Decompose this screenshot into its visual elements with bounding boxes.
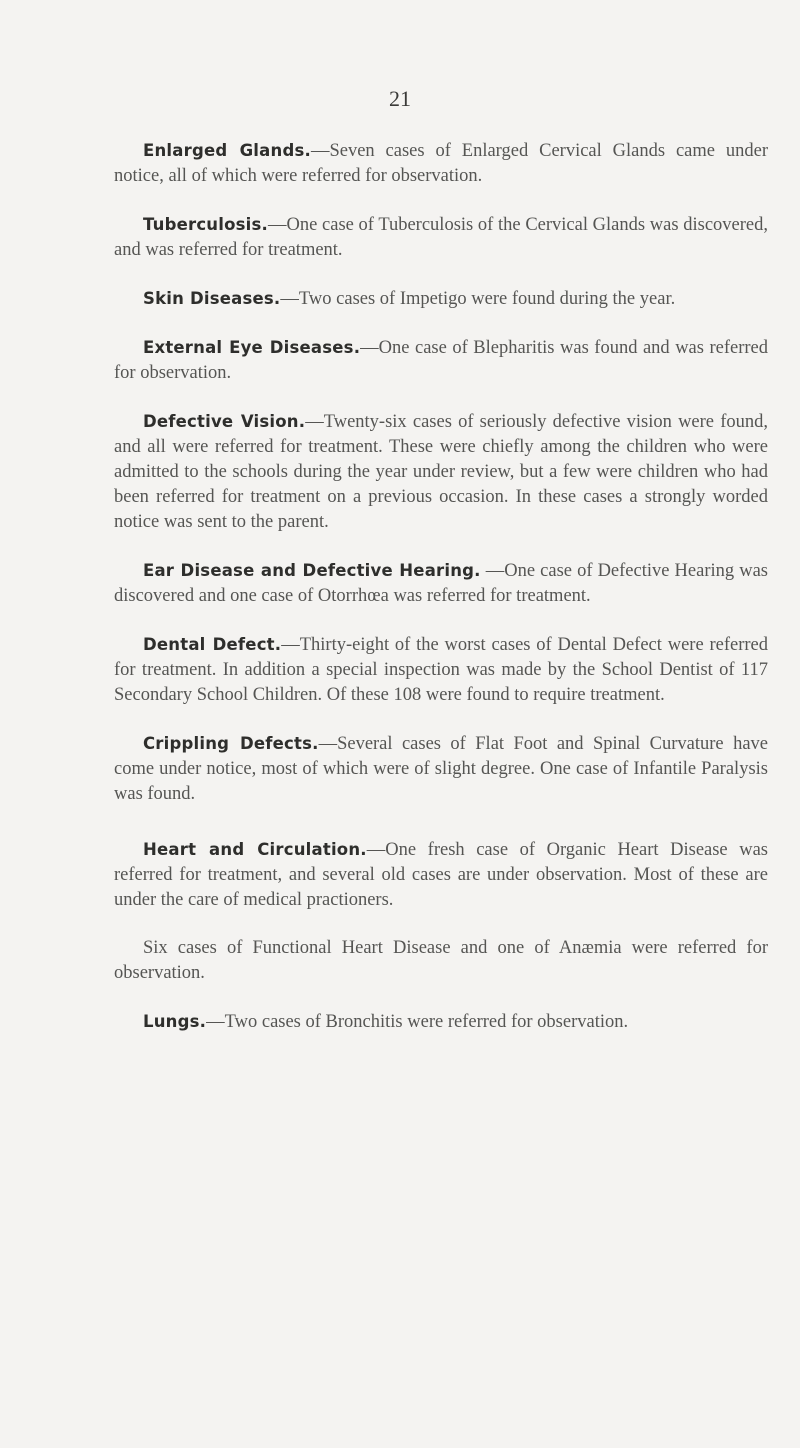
section-skin-diseases — [114, 286, 768, 312]
section-heading: Dental Defect. — [143, 635, 282, 654]
section-heading: Enlarged Glands. — [143, 141, 311, 160]
section-ear-disease — [114, 558, 768, 609]
section-heading: Ear Disease and Defective Hearing. — [143, 561, 481, 580]
section-enlarged-glands — [114, 138, 768, 189]
section-external-eye-diseases — [114, 335, 768, 386]
section-heading: Skin Diseases. — [143, 289, 281, 308]
section-text: —One case of Tuberculosis of the Cervical Glands was discovered, and was referred for treatment. — [114, 215, 768, 260]
section-heading: Heart and Circulation. — [143, 840, 367, 859]
section-heading: Crippling Defects. — [143, 734, 319, 753]
section-defective-vision — [114, 409, 768, 535]
section-text: —Two cases of Impetigo were found during the year. — [280, 289, 676, 309]
section-tuberculosis — [114, 212, 768, 263]
section-heading: External Eye Diseases. — [143, 338, 361, 357]
section-heart-circulation — [114, 837, 768, 913]
section-functional-heart — [114, 936, 768, 986]
section-text: —One case of Blepharitis was found and was referred for observation. — [114, 338, 769, 383]
section-text: —Several cases of Flat Foot and Spinal Curvature have come under notice, most of which were of slight degree. One case of Infantile Paralysis was found. — [114, 734, 768, 804]
section-heading: Tuberculosis. — [143, 215, 269, 234]
section-text: —Two cases of Bronchitis were referred for observation. — [206, 1012, 629, 1032]
section-crippling-defects — [114, 731, 768, 807]
section-heading: Lungs. — [143, 1012, 207, 1031]
section-text: —One case of Defective Hearing was discovered and one case of Otorrhœa was referred for treatment. — [114, 561, 768, 606]
section-text: —Twenty-six cases of seriously defective vision were found, and all were referred for treatment. These were chiefly among the children who were admitted to the schools during the year under review, but a few were children who had been referred for treatment on a previous occasion. In these cases a strongly worded notice was sent to the parent. — [114, 412, 768, 532]
page-number: 21 — [389, 86, 411, 111]
document-body — [114, 138, 768, 1058]
section-dental-defect — [114, 632, 768, 708]
section-text: —Seven cases of Enlarged Cervical Glands came under notice, all of which were referred for observation. — [114, 141, 768, 186]
section-heading: Defective Vision. — [143, 412, 306, 431]
section-text: —Thirty-eight of the worst cases of Dental Defect were referred for treatment. In addition a special inspection was made by the School Dentist of 117 Secondary School Children. Of these 108 were found to require treatment. — [114, 635, 768, 705]
section-text: Six cases of Functional Heart Disease and one of Anæmia were referred for observation. — [114, 938, 768, 983]
section-lungs — [114, 1009, 768, 1035]
section-text: —One fresh case of Organic Heart Disease was referred for treatment, and several old cases are under observation. Most of these are under the care of medical practioners. — [114, 840, 768, 910]
